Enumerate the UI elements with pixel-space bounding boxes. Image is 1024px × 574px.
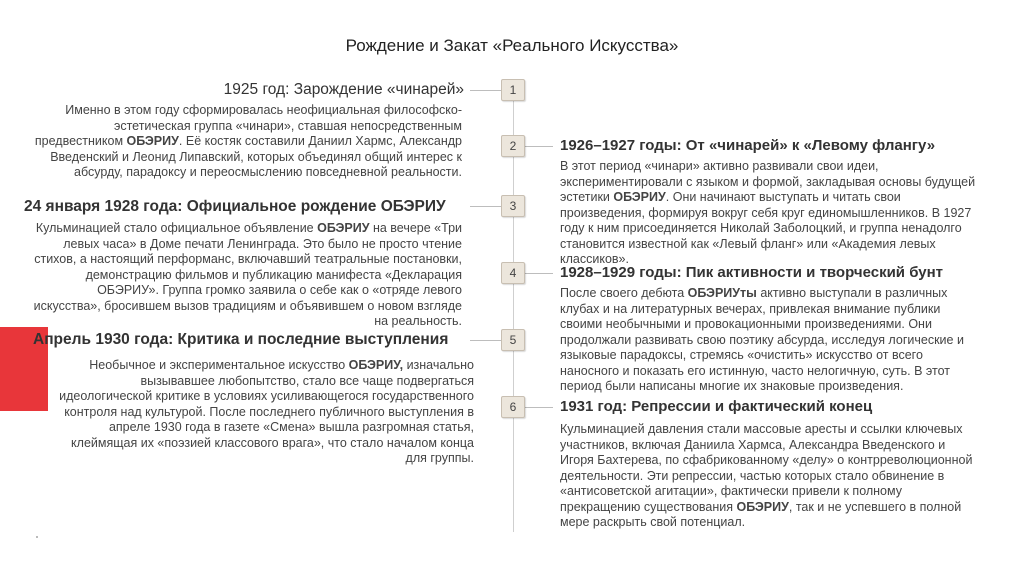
timeline-marker-3: 3: [501, 195, 525, 217]
slide-title: Рождение и Закат «Реального Искусства»: [345, 36, 679, 55]
timeline-marker-1: 1: [501, 79, 525, 101]
event-5-text: Необычное и экспериментальное искусство: [89, 358, 349, 372]
event-5-text-after: изначально вызывавшее любопытство, стало все чаще подвергаться идеологической критике в условиях усиливающегося государственного контроля над культурой. После последнего публичного выступления в апреле 1930 года в газете «Смена» вышла разгромная статья, клеймящая их «поэзией классового врага», что стало началом конца для группы.: [59, 358, 474, 465]
event-4-text-after: активно выступали в различных клубах и на литературных вечерах, привлекая внимание публики своими необычными и провокационными произведениями. Они продолжали развивать свою поэтику абсурда, исследуя логические и языковые парадоксы, стремясь «очистить» искусство от всего наносного и показать его истинную, часто нелогичную, суть. В этот период были написаны многие их знаковые произведения.: [560, 286, 964, 393]
event-3-heading: 24 января 1928 года: Официальное рождение ОБЭРИУ: [24, 198, 446, 215]
event-3-text-after: на вечере «Три левых часа» в Доме печати Ленинграда. Это было не просто чтение стихов, а настоящий перформанс, включавший театральные постановки, демонстрацию фильмов и публикацию манифеста «Декларация ОБЭРИУ». Группа громко заявила о себе как о «отряде левого искусства», бросившем вызов традициям и объявившем о новом взгляде на реальность.: [33, 221, 462, 328]
connector-5: [470, 340, 501, 341]
event-2-text-after: . Они начинают выступать и читать свои произведения, формируя вокруг себя круг единомышленников. В 1927 году к ним присоединяется Николай Заболоцкий, и группа ненадолго становится известной как «Левый фланг» или «Академия левых классиков».: [560, 190, 972, 266]
event-2-bold: ОБЭРИУ: [613, 190, 666, 204]
connector-1: [470, 90, 501, 91]
event-5-bold: ОБЭРИУ,: [348, 358, 404, 372]
event-5-body: [56, 358, 474, 467]
event-3-text: Кульминацией стало официальное объявление: [35, 221, 318, 235]
event-2-text: В этот период «чинари» активно развивали свои идеи, экспериментировали с языком и формой, закладывая основы будущей эстетики: [560, 159, 976, 204]
timeline-marker-2: 2: [501, 135, 525, 157]
connector-4: [523, 273, 553, 274]
event-2-heading: 1926–1927 годы: От «чинарей» к «Левому флангу»: [560, 137, 936, 154]
event-3-bold: ОБЭРИУ: [317, 221, 370, 235]
event-1-heading: 1925 год: Зарождение «чинарей»: [223, 81, 464, 98]
event-6-text-after: , так и не успевшего в полной мере раскрыть свой потенциал.: [560, 499, 962, 529]
timeline-marker-6: 6: [501, 396, 525, 418]
timeline-marker-5: 5: [501, 329, 525, 351]
event-5-heading: Апрель 1930 года: Критика и последние выступления: [33, 331, 449, 348]
connector-3: [470, 206, 501, 207]
event-1-body: [34, 103, 462, 181]
event-6-body: [560, 422, 982, 531]
event-4-bold: ОБЭРИУты: [687, 286, 757, 300]
event-1-text-after: . Её костяк составили Даниил Хармс, Александр Введенский и Леонид Липавский, которых объединял общий интерес к абсурду, парадоксу и переосмыслению повседневной реальности.: [50, 134, 462, 179]
event-2-body: [560, 159, 978, 268]
event-4-text: После своего дебюта: [560, 286, 688, 300]
event-3-body: [28, 221, 462, 330]
event-6-heading: 1931 год: Репрессии и фактический конец: [560, 398, 873, 415]
event-1-bold: ОБЭРИУ: [126, 134, 179, 148]
event-1-text: Именно в этом году сформировалась неофициальная философско-эстетическая группа «чинари», ставшая непосредственным предвестником: [34, 103, 462, 148]
timeline-marker-4: 4: [501, 262, 525, 284]
connector-6: [523, 407, 553, 408]
connector-2: [523, 146, 553, 147]
event-4-body: [560, 286, 982, 395]
footer-dot: [36, 536, 38, 538]
event-6-text: Кульминацией давления стали массовые аресты и ссылки ключевых участников, включая Даниила Хармса, Александра Введенского и Игоря Бахтерева, по сфабрикованному «делу» о контрреволюционной деятельности. Эти репрессии, частью которых стало обвинение в «антисоветской агитации», фактически привели к полному прекращению существования: [560, 422, 973, 514]
event-6-bold: ОБЭРИУ: [736, 499, 789, 514]
event-4-heading: 1928–1929 годы: Пик активности и творческий бунт: [560, 264, 944, 281]
